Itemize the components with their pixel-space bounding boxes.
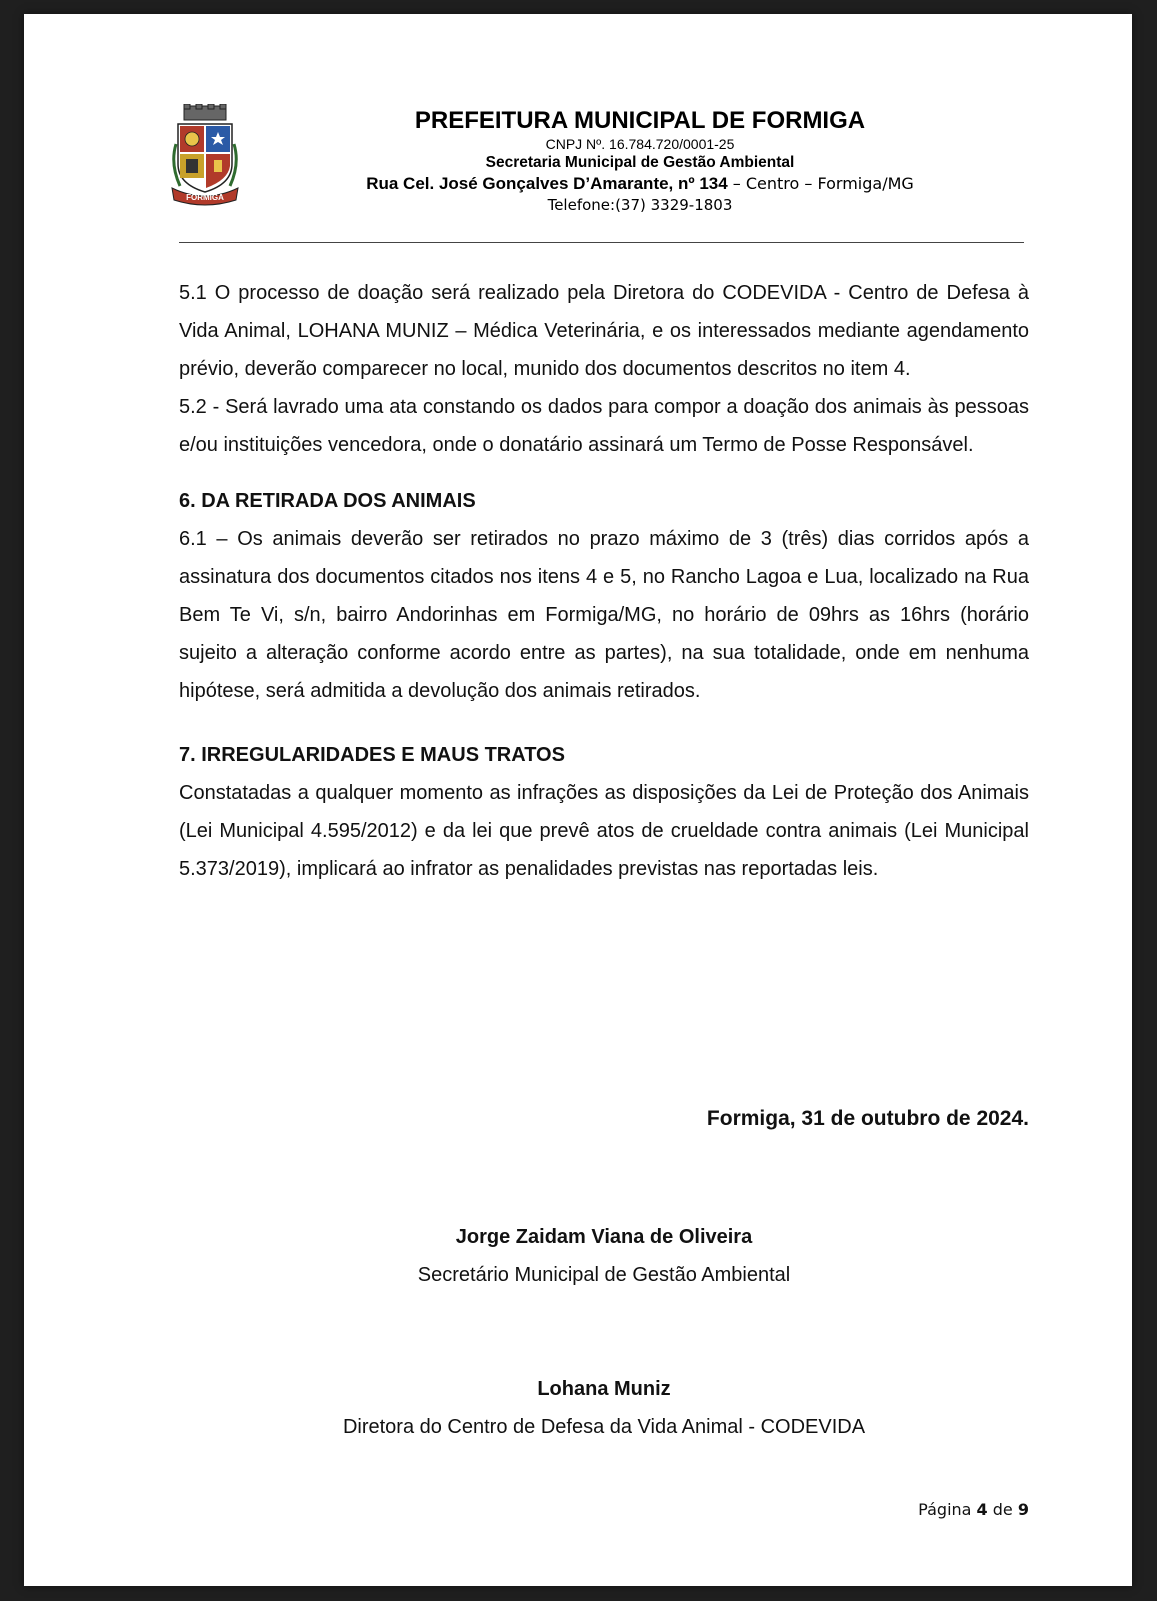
address-street: Rua Cel. José Gonçalves D’Amarante, nº 134	[366, 174, 728, 193]
paragraph-5-1: 5.1 O processo de doação será realizado pela Diretora do CODEVIDA - Centro de Defesa à Vida Animal, LOHANA MUNIZ – Médica Veterinária, e os interessados mediante agendamento prévio, deverão comparecer no local, munido dos documentos descritos no item 4.	[179, 282, 1029, 380]
signatory-name: Lohana Muniz	[537, 1378, 671, 1400]
signatory-name: Jorge Zaidam Viana de Oliveira	[455, 1226, 753, 1248]
page-label: Página	[918, 1500, 977, 1519]
letterhead-text	[240, 92, 1040, 215]
paragraph-5-2: 5.2 - Será lavrado uma ata constando os dados para compor a doação dos animais às pessoas e/ou instituições vencedora, onde o donatário assinará um Termo de Posse Responsável.	[179, 396, 1029, 456]
page-number	[800, 1500, 1029, 1519]
page-current: 4	[976, 1500, 988, 1519]
letterhead	[160, 92, 1030, 232]
signatory-role: Secretário Municipal de Gestão Ambiental	[417, 1264, 791, 1286]
page-sep: de	[987, 1500, 1018, 1519]
secretariat-name: Secretaria Municipal de Gestão Ambiental	[485, 154, 795, 171]
organization-name: PREFEITURA MUNICIPAL DE FORMIGA	[414, 107, 866, 134]
address-district: – Centro – Formiga/MG	[727, 174, 914, 193]
section-heading-6: 6. DA RETIRADA DOS ANIMAIS	[179, 490, 476, 512]
signatory-role: Diretora do Centro de Defesa da Vida Animal - CODEVIDA	[342, 1416, 866, 1438]
page-total: 9	[1017, 1500, 1029, 1519]
document-body	[179, 274, 1029, 888]
signature-block-secretary	[179, 1218, 1029, 1294]
date-line: Formiga, 31 de outubro de 2024.	[706, 1107, 1029, 1130]
paragraph-6-1: 6.1 – Os animais deverão ser retirados no prazo máximo de 3 (três) dias corridos após a assinatura dos documentos citados nos itens 4 e 5, no Rancho Lagoa e Lua, localizado na Rua Bem Te Vi, s/n, bairro Andorinhas em Formiga/MG, no horário de 09hrs as 16hrs (horário sujeito a alteração conforme acordo entre as partes), na sua totalidade, onde em nenhuma hipótese, será admitida a devolução dos animais retirados.	[179, 528, 1029, 702]
signature-block-director	[179, 1370, 1029, 1446]
header-divider	[179, 242, 1024, 243]
section-heading-7: 7. IRREGULARIDADES E MAUS TRATOS	[179, 744, 565, 766]
paragraph-7: Constatadas a qualquer momento as infrações as disposições da Lei de Proteção dos Animais (Lei Municipal 4.595/2012) e da lei que prevê atos de crueldade contra animais (Lei Municipal 5.373/2019), implicará ao infrator as penalidades previstas nas reportadas leis.	[179, 782, 1029, 880]
crest-ribbon-text: FORMIGA	[186, 193, 224, 202]
cnpj: CNPJ Nº. 16.784.720/0001-25	[545, 136, 735, 152]
address	[240, 173, 1040, 195]
phone: Telefone:(37) 3329-1803	[547, 196, 733, 214]
municipal-crest-icon	[170, 104, 240, 206]
